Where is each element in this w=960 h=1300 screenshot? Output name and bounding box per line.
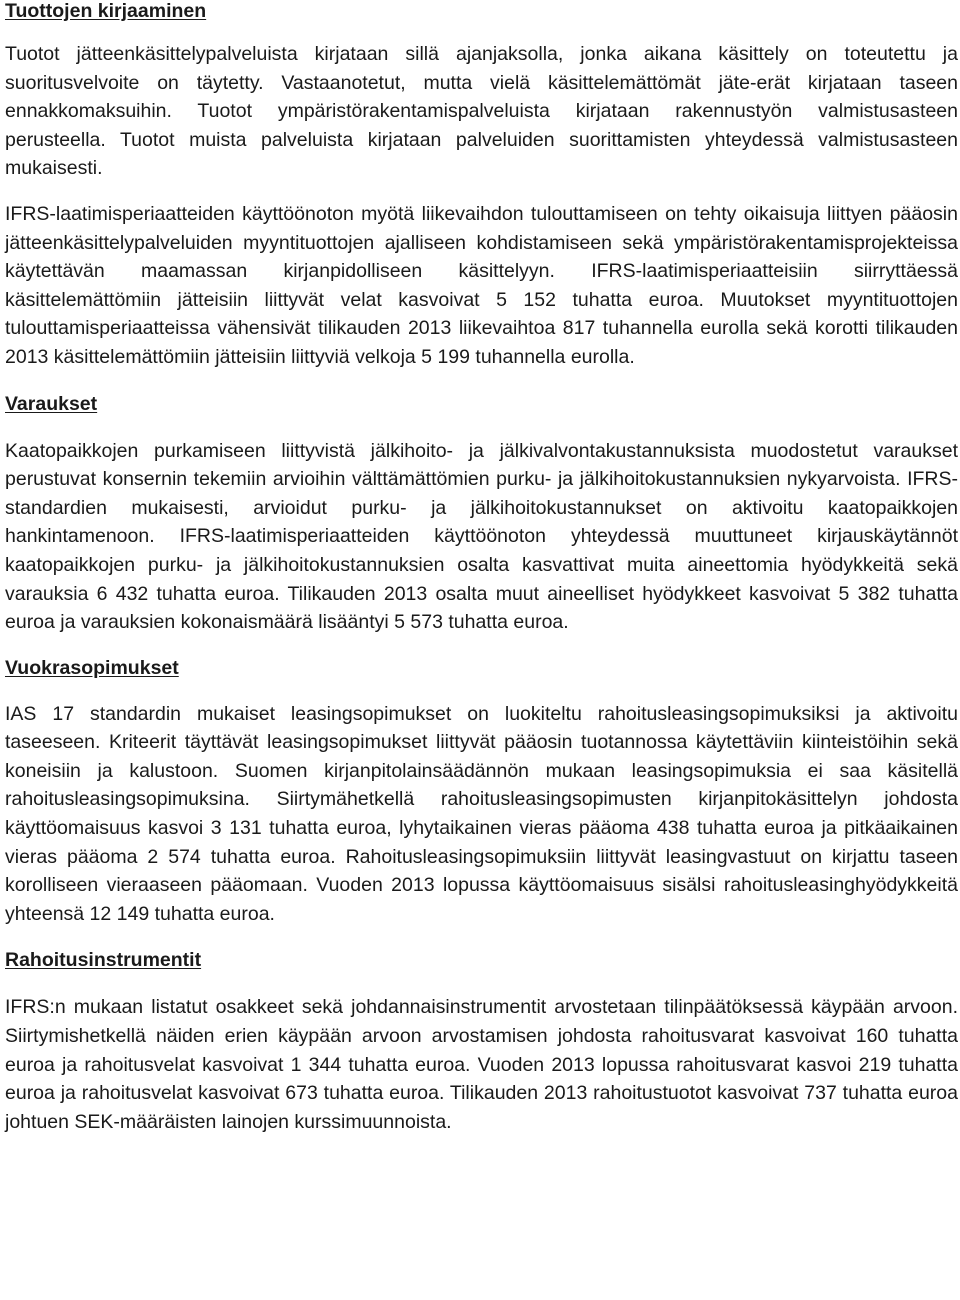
section-heading-provisions: Varaukset — [5, 392, 98, 415]
financial-instruments-paragraph: IFRS:n mukaan listatut osakkeet sekä johdannaisinstrumentit arvostetaan tilinpäätöksessä käypään arvoon. Siirtymishetkellä näiden erien käypään arvoon arvostamisen johdosta rahoitusvarat kasvoivat 160 tuhatta euroa ja rahoitusvelat kasvoivat 1 344 tuhatta euroa. Vuoden 2013 lopussa rahoitusvarat kasvoi 219 tuhatta euroa ja rahoitusvelat kasvoivat 673 tuhatta euroa. Tilikauden 2013 rahoitustuotot kasvoivat 737 tuhatta euroa johtuen SEK-määräisten lainojen kurssimuunnoista. — [5, 996, 958, 1133]
provisions-paragraph: Kaatopaikkojen purkamiseen liittyvistä jälkihoito- ja jälkivalvontakustannuksista muodostetut varaukset perustuvat konsernin tekemiin arvioihin välttämättömien purku- ja jälkihoitokustannuksien nykyarvoista. IFRS-standardien mukaisesti, arvioidut purku- ja jälkihoitokustannukset on aktivoitu kaatopaikkojen hankintamenoon. IFRS-laatimisperiaatteiden käyttöönoton yhteydessä muuttuneet kirjauskäytännöt kaatopaikkojen purku- ja jälkihoitokustannuksien osalta kasvattivat muita aineettomia hyödykkeitä sekä varauksia 6 432 tuhatta euroa. Tilikauden 2013 osalta muut aineelliset hyödykkeet kasvoivat 5 382 tuhatta euroa ja varauksien kokonaismäärä lisääntyi 5 573 tuhatta euroa. — [5, 439, 958, 634]
section-heading-revenue-recognition: Tuottojen kirjaaminen — [5, 0, 207, 22]
document-page — [5, 0, 958, 1136]
revenue-paragraph-2: IFRS-laatimisperiaatteiden käyttöönoton myötä liikevaihdon tulouttamiseen on tehty oikaisuja liittyen pääosin jätteenkäsittelypalveluiden myyntituottojen ajalliseen kohdistamiseen sekä ympäristörakentamisprojekteissa käytettävän maamassan kirjanpidolliseen käsittelyyn. IFRS-laatimisperiaatteisiin siirryttäessä käsittelemättömiin jätteisiin liittyvät velat kasvoivat 5 152 tuhatta euroa. Muutokset myyntituottojen tulouttamisperiaatteissa vähensivät tilikauden 2013 liikevaihtoa 817 tuhannella eurolla sekä korotti tilikauden 2013 käsittelemättömiin jätteisiin liittyviä velkoja 5 199 tuhannella eurolla. — [5, 202, 958, 368]
leases-paragraph: IAS 17 standardin mukaiset leasingsopimukset on luokiteltu rahoitusleasingsopimuksiksi ja aktivoitu taseeseen. Kriteerit täyttävät leasingsopimukset liittyvät pääosin tuotannossa käytettäviin kiinteistöihin sekä koneisiin ja kalustoon. Suomen kirjanpitolainsäädännön mukaan leasingsopimuksia ei saa käsitellä rahoitusleasingsopimuksina. Siirtymähetkellä rahoitusleasingsopimusten kirjanpitokäsittelyn johdosta käyttöomaisuus kasvoi 3 131 tuhatta euroa, lyhytaikainen vieras pääoma 438 tuhatta euroa ja pitkäaikainen vieras pääoma 2 574 tuhatta euroa. Rahoitusleasingsopimuksiin liittyvät leasingvastuut on kirjattu taseen korolliseen vieraaseen pääomaan. Vuoden 2013 lopussa käyttöomaisuus sisälsi rahoitusleasinghyödykkeitä yhteensä 12 149 tuhatta euroa. — [5, 702, 958, 925]
section-heading-leases: Vuokrasopimukset — [5, 656, 179, 679]
section-heading-financial-instruments: Rahoitusinstrumentit — [5, 949, 202, 972]
revenue-paragraph-1: Tuotot jätteenkäsittelypalveluista kirjataan sillä ajanjaksolla, jonka aikana käsittely on toteutettu ja suoritusvelvoite on täytetty. Vastaanotetut, mutta vielä käsittelemättömät jäte-erät kirjataan taseen ennakkomaksuihin. Tuotot ympäristörakentamispalveluista kirjataan rakennustyön valmistusasteen perusteella. Tuotot muista palveluista kirjataan palveluiden suorittamisten yhteydessä valmistusasteen mukaisesti. — [5, 43, 958, 180]
